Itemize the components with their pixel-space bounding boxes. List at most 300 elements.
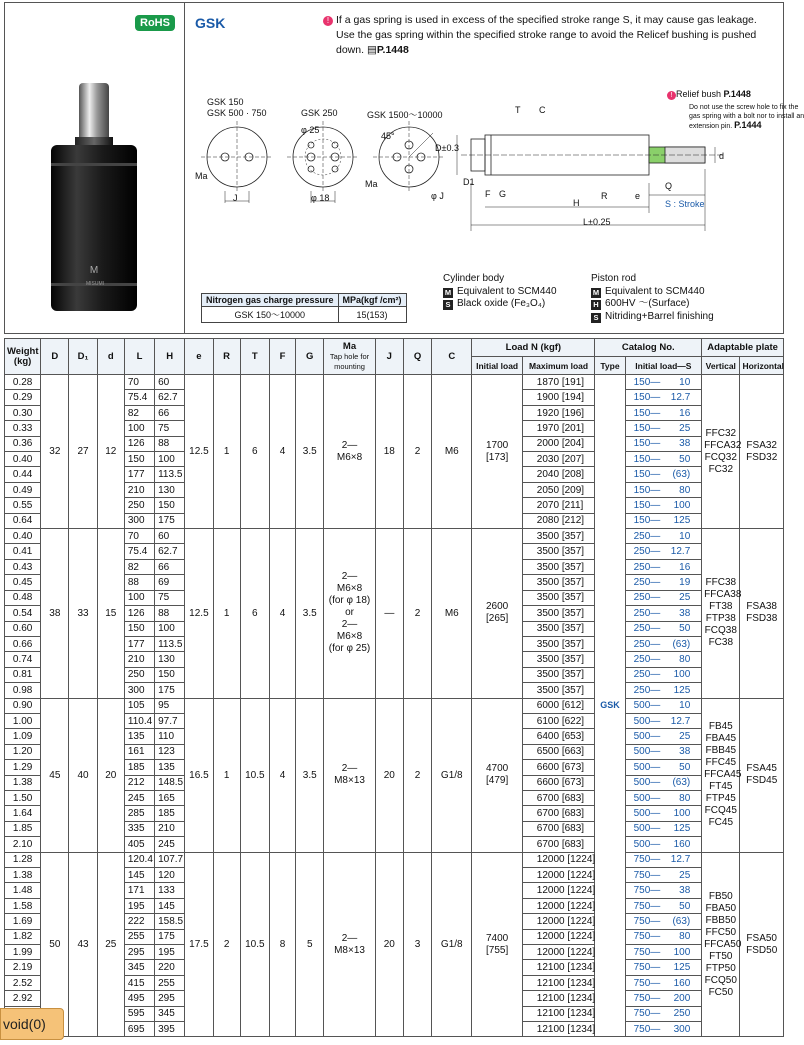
cell-C: G1/8 bbox=[432, 698, 472, 852]
cell-H: 88 bbox=[155, 436, 185, 451]
table-row bbox=[5, 529, 784, 544]
cell-max-load bbox=[522, 575, 595, 590]
cell-L: 695 bbox=[124, 1022, 154, 1037]
cell-weight: 0.40 bbox=[5, 452, 41, 467]
cell-Q: 2 bbox=[403, 698, 431, 852]
catalog-prefix: 750— bbox=[633, 900, 661, 912]
cell-weight: 1.99 bbox=[5, 945, 41, 960]
max-load-n: 3500 bbox=[536, 638, 560, 650]
cell-weight: 0.81 bbox=[5, 667, 41, 682]
cell-H: 62.7 bbox=[155, 544, 185, 559]
cell-max-load bbox=[522, 513, 595, 528]
cell-H: 113.5 bbox=[155, 636, 185, 651]
catalog-prefix: 750— bbox=[633, 962, 661, 974]
catalog-stroke: 12.7 bbox=[670, 392, 691, 404]
cell-vertical-plate-line: FFCA50 bbox=[704, 938, 742, 950]
catalog-prefix: 250— bbox=[633, 684, 661, 696]
catalog-stroke: 125 bbox=[673, 684, 691, 696]
cell-catalog-no[interactable] bbox=[625, 821, 702, 836]
max-load-kgf: [357] bbox=[561, 576, 585, 588]
catalog-stroke: 12.7 bbox=[670, 546, 691, 558]
cell-L: 161 bbox=[124, 744, 154, 759]
cell-H: 175 bbox=[155, 929, 185, 944]
col-initial-s: Initial load—S bbox=[625, 357, 702, 375]
cell-catalog-no[interactable] bbox=[625, 775, 702, 790]
relief-ref: P.1448 bbox=[723, 89, 751, 99]
cell-weight: 1.85 bbox=[5, 821, 41, 836]
cell-catalog-no[interactable] bbox=[625, 590, 702, 605]
cell-weight: 1.09 bbox=[5, 729, 41, 744]
cell-catalog-no[interactable] bbox=[625, 575, 702, 590]
cell-L: 335 bbox=[124, 821, 154, 836]
col-R: R bbox=[213, 339, 240, 375]
cell-catalog-no[interactable] bbox=[625, 544, 702, 559]
cell-L: 255 bbox=[124, 929, 154, 944]
cell-L: 345 bbox=[124, 960, 154, 975]
col-load: Load N (kgf) bbox=[472, 339, 595, 357]
cell-weight: 0.74 bbox=[5, 652, 41, 667]
cell-ma-line: 2— bbox=[341, 763, 358, 775]
cell-L: 185 bbox=[124, 760, 154, 775]
col-e: e bbox=[185, 339, 213, 375]
col-catalog: Catalog No. bbox=[595, 339, 702, 357]
col-weight: Weight (kg) bbox=[5, 339, 41, 375]
cell-L: 100 bbox=[124, 421, 154, 436]
cell-weight: 2.10 bbox=[5, 837, 41, 852]
product-photo-column bbox=[5, 3, 185, 333]
cell-initial-load-line: [479] bbox=[485, 775, 509, 787]
cell-ma-line: 2— bbox=[341, 439, 358, 451]
max-load-n: 12000 bbox=[536, 869, 565, 881]
g-label: G bbox=[499, 189, 507, 199]
cell-catalog-no[interactable] bbox=[625, 991, 702, 1006]
cell-R: 1 bbox=[213, 529, 240, 698]
col-T: T bbox=[240, 339, 269, 375]
max-load-n: 6700 bbox=[536, 823, 560, 835]
cell-catalog-no[interactable] bbox=[625, 436, 702, 451]
max-load-n: 3500 bbox=[536, 592, 560, 604]
max-load-kgf: [612] bbox=[561, 700, 585, 712]
cell-G: 5 bbox=[296, 852, 324, 1037]
catalog-prefix: 500— bbox=[633, 700, 661, 712]
cell-L: 110.4 bbox=[124, 713, 154, 728]
catalog-prefix: 750— bbox=[633, 915, 661, 927]
cell-catalog-no[interactable] bbox=[625, 852, 702, 867]
cell-max-load bbox=[522, 960, 595, 975]
charge-header-2: MPa(kgf /cm²) bbox=[338, 294, 406, 307]
catalog-stroke: 12.7 bbox=[670, 854, 691, 866]
cell-catalog-no[interactable] bbox=[625, 683, 702, 698]
cell-J: 20 bbox=[375, 852, 403, 1037]
cell-G: 3.5 bbox=[296, 698, 324, 852]
cell-catalog-no[interactable] bbox=[625, 482, 702, 497]
cell-catalog-no[interactable] bbox=[625, 529, 702, 544]
warning-icon: ! bbox=[323, 16, 333, 26]
j-label: J bbox=[233, 193, 238, 203]
max-load-n: 12100 bbox=[536, 977, 565, 989]
cyl-title: Cylinder body bbox=[443, 273, 505, 284]
screw-note bbox=[689, 103, 804, 131]
cell-D: 32 bbox=[41, 375, 69, 529]
catalog-prefix: 250— bbox=[633, 546, 661, 558]
cell-F: 8 bbox=[269, 852, 295, 1037]
cell-vertical-plate-line: FCQ38 bbox=[704, 625, 737, 637]
cell-catalog-no[interactable] bbox=[625, 652, 702, 667]
max-load-n: 6700 bbox=[536, 838, 560, 850]
r-label: R bbox=[601, 191, 608, 201]
max-load-n: 1870 bbox=[536, 376, 560, 388]
max-load-kgf: [663] bbox=[561, 746, 585, 758]
catalog-stroke: 50 bbox=[679, 761, 691, 773]
cell-H: 97.7 bbox=[155, 713, 185, 728]
max-load-n: 12000 bbox=[536, 946, 565, 958]
max-load-kgf: [1224] bbox=[567, 854, 596, 866]
phi25-label: φ 25 bbox=[301, 125, 320, 135]
max-load-n: 6100 bbox=[536, 715, 560, 727]
cell-max-load bbox=[522, 790, 595, 805]
cell-H: 110 bbox=[155, 729, 185, 744]
max-load-n: 1900 bbox=[536, 392, 560, 404]
catalog-stroke: 80 bbox=[679, 654, 691, 666]
cell-vertical-plate-line: FCQ32 bbox=[704, 451, 737, 463]
cell-L: 70 bbox=[124, 375, 154, 390]
cell-max-load bbox=[522, 683, 595, 698]
gas-spring-photo bbox=[51, 83, 137, 311]
cell-horizontal-plate-line: FSA32 bbox=[746, 439, 777, 451]
cell-weight: 0.66 bbox=[5, 636, 41, 651]
cell-catalog-no[interactable] bbox=[625, 945, 702, 960]
view3-label: GSK 1500〜10000 bbox=[367, 110, 443, 120]
cell-weight: 1.38 bbox=[5, 868, 41, 883]
cell-catalog-no[interactable] bbox=[625, 636, 702, 651]
cell-catalog-no[interactable] bbox=[625, 760, 702, 775]
catalog-stroke: 25 bbox=[679, 422, 691, 434]
cell-weight: 1.20 bbox=[5, 744, 41, 759]
max-load-n: 12100 bbox=[536, 1023, 565, 1035]
cell-R: 2 bbox=[213, 852, 240, 1037]
cell-max-load bbox=[522, 590, 595, 605]
catalog-stroke: 38 bbox=[679, 438, 691, 450]
cell-ma-line: 2— bbox=[341, 932, 358, 944]
cell-catalog-no[interactable] bbox=[625, 975, 702, 990]
max-load-kgf: [357] bbox=[561, 561, 585, 573]
cell-catalog-no[interactable] bbox=[625, 698, 702, 713]
cell-catalog-no[interactable] bbox=[625, 883, 702, 898]
catalog-stroke: 300 bbox=[673, 1023, 691, 1035]
cell-L: 82 bbox=[124, 559, 154, 574]
catalog-stroke: 80 bbox=[679, 792, 691, 804]
cell-catalog-no[interactable] bbox=[625, 405, 702, 420]
cell-vertical-plate bbox=[702, 852, 740, 1037]
catalog-stroke: 38 bbox=[679, 607, 691, 619]
cell-L: 145 bbox=[124, 868, 154, 883]
catalog-stroke: 38 bbox=[679, 885, 691, 897]
cell-max-load bbox=[522, 945, 595, 960]
catalog-prefix: 150— bbox=[633, 499, 661, 511]
cell-initial-load-line: [265] bbox=[485, 613, 509, 625]
screw-note-3: extension pin. bbox=[689, 123, 733, 130]
max-load-kgf: [1234] bbox=[567, 992, 596, 1004]
cell-weight: 0.30 bbox=[5, 405, 41, 420]
cell-max-load bbox=[522, 452, 595, 467]
max-load-kgf: [1224] bbox=[567, 915, 596, 927]
warning-line-2: Use the gas spring within the specified stroke range to avoid the Relicef bushing is pushed down. bbox=[336, 29, 757, 56]
cell-initial-load bbox=[472, 698, 522, 852]
cell-vertical-plate-line: FBB45 bbox=[705, 745, 737, 757]
view1-label-1: GSK 150 bbox=[207, 97, 244, 107]
max-load-kgf: [683] bbox=[561, 808, 585, 820]
cell-L: 70 bbox=[124, 529, 154, 544]
cell-max-load bbox=[522, 498, 595, 513]
cell-C: G1/8 bbox=[432, 852, 472, 1037]
max-load-n: 6700 bbox=[536, 792, 560, 804]
col-D: D bbox=[41, 339, 69, 375]
relief-note: ! Relief bush P.1448 bbox=[667, 89, 751, 100]
cell-max-load bbox=[522, 1006, 595, 1021]
cell-weight: 0.90 bbox=[5, 698, 41, 713]
cell-initial-load-line: [755] bbox=[485, 944, 509, 956]
cell-ma-line: 2— bbox=[341, 571, 358, 583]
max-load-n: 6400 bbox=[536, 731, 560, 743]
cell-L: 105 bbox=[124, 698, 154, 713]
cell-vertical-plate-line: FTP38 bbox=[705, 613, 736, 625]
cell-L: 250 bbox=[124, 667, 154, 682]
q-label: Q bbox=[665, 181, 673, 191]
cyl-surface: Black oxide (Fe₃O₄) bbox=[457, 298, 546, 309]
cell-D1: 40 bbox=[69, 698, 97, 852]
max-load-kgf: [357] bbox=[561, 623, 585, 635]
cell-initial-load-line: 4700 bbox=[485, 763, 509, 775]
cell-H: 133 bbox=[155, 883, 185, 898]
cell-weight: 1.28 bbox=[5, 852, 41, 867]
cell-weight: 1.50 bbox=[5, 790, 41, 805]
cell-catalog-no[interactable] bbox=[625, 375, 702, 390]
screw-note-1: Do not use the screw hole to fix the bbox=[689, 104, 799, 111]
cell-H: 255 bbox=[155, 975, 185, 990]
cell-ma bbox=[324, 375, 375, 529]
cell-L: 245 bbox=[124, 790, 154, 805]
cell-L: 250 bbox=[124, 498, 154, 513]
cell-L: 222 bbox=[124, 914, 154, 929]
cell-catalog-no[interactable] bbox=[625, 729, 702, 744]
cell-weight: 0.36 bbox=[5, 436, 41, 451]
cell-horizontal-plate-line: FSD38 bbox=[746, 613, 778, 625]
catalog-stroke: 16 bbox=[679, 407, 691, 419]
cell-catalog-no[interactable] bbox=[625, 898, 702, 913]
max-load-kgf: [1234] bbox=[567, 977, 596, 989]
cell-vertical-plate-line: FFC50 bbox=[705, 926, 737, 938]
col-Q: Q bbox=[403, 339, 431, 375]
cell-catalog-no[interactable] bbox=[625, 621, 702, 636]
cell-L: 195 bbox=[124, 898, 154, 913]
charge-value: 15(153) bbox=[338, 307, 406, 323]
cell-weight: 0.55 bbox=[5, 498, 41, 513]
cell-max-load bbox=[522, 544, 595, 559]
cell-weight: 2.19 bbox=[5, 960, 41, 975]
void-link-overlay[interactable]: void(0) bbox=[0, 1008, 64, 1040]
e-label: e bbox=[635, 191, 641, 201]
cell-catalog-no[interactable] bbox=[625, 790, 702, 805]
max-load-n: 12100 bbox=[536, 1008, 565, 1020]
relief-label: Relief bush bbox=[676, 89, 722, 99]
cell-H: 145 bbox=[155, 898, 185, 913]
catalog-prefix: 250— bbox=[633, 592, 661, 604]
col-D1: D₁ bbox=[69, 339, 97, 375]
cell-catalog-no[interactable] bbox=[625, 421, 702, 436]
catalog-stroke: 80 bbox=[679, 931, 691, 943]
cell-catalog-no[interactable] bbox=[625, 1022, 702, 1037]
phij-label: φ J bbox=[431, 191, 444, 201]
catalog-prefix: 250— bbox=[633, 638, 661, 650]
max-load-n: 2000 bbox=[536, 438, 560, 450]
cell-H: 60 bbox=[155, 529, 185, 544]
cell-initial-load bbox=[472, 852, 522, 1037]
cell-max-load bbox=[522, 775, 595, 790]
catalog-stroke: 25 bbox=[679, 592, 691, 604]
max-load-kgf: [1234] bbox=[567, 962, 596, 974]
cyl-material: Equivalent to SCM440 bbox=[457, 285, 557, 297]
cell-weight: 1.29 bbox=[5, 760, 41, 775]
cell-catalog-no[interactable] bbox=[625, 467, 702, 482]
max-load-kgf: [1224] bbox=[567, 946, 596, 958]
cell-d: 20 bbox=[97, 698, 124, 852]
cell-weight: 0.48 bbox=[5, 590, 41, 605]
ma-label-2: Ma bbox=[365, 179, 378, 189]
cell-catalog-no[interactable] bbox=[625, 914, 702, 929]
max-load-n: 2030 bbox=[536, 453, 560, 465]
cell-vertical-plate-line: FBB50 bbox=[705, 914, 737, 926]
catalog-stroke: 100 bbox=[673, 499, 691, 511]
cell-max-load bbox=[522, 806, 595, 821]
max-load-n: 12000 bbox=[536, 900, 565, 912]
catalog-stroke: (63) bbox=[672, 915, 691, 927]
cell-T: 6 bbox=[240, 529, 269, 698]
cell-weight: 0.98 bbox=[5, 683, 41, 698]
cell-vertical-plate-line: FB50 bbox=[708, 890, 733, 902]
cell-catalog-no[interactable] bbox=[625, 929, 702, 944]
col-F: F bbox=[269, 339, 295, 375]
max-load-kgf: [357] bbox=[561, 607, 585, 619]
cell-D1: 33 bbox=[69, 529, 97, 698]
rohs-badge: RoHS bbox=[135, 15, 175, 31]
catalog-stroke: 25 bbox=[679, 869, 691, 881]
cell-catalog-no[interactable] bbox=[625, 1006, 702, 1021]
max-load-n: 12000 bbox=[536, 885, 565, 897]
spec-table bbox=[4, 338, 784, 1037]
max-load-kgf: [194] bbox=[561, 392, 585, 404]
d-label: d bbox=[719, 151, 725, 161]
surface-s-icon: S bbox=[443, 300, 453, 310]
catalog-prefix: 750— bbox=[633, 1008, 661, 1020]
cell-L: 405 bbox=[124, 837, 154, 852]
cell-F: 4 bbox=[269, 698, 295, 852]
cell-catalog-no[interactable] bbox=[625, 390, 702, 405]
cell-catalog-no[interactable] bbox=[625, 960, 702, 975]
cell-J: — bbox=[375, 529, 403, 698]
cell-catalog-no[interactable] bbox=[625, 498, 702, 513]
max-load-kgf: [683] bbox=[561, 823, 585, 835]
table-row bbox=[5, 852, 784, 867]
stroke-label: S : Stroke bbox=[665, 199, 705, 209]
max-load-n: 1970 bbox=[536, 422, 560, 434]
cell-max-load bbox=[522, 467, 595, 482]
cell-max-load bbox=[522, 729, 595, 744]
catalog-stroke: 160 bbox=[673, 838, 691, 850]
catalog-stroke: 19 bbox=[679, 576, 691, 588]
cell-max-load bbox=[522, 852, 595, 867]
cell-max-load bbox=[522, 991, 595, 1006]
cell-max-load bbox=[522, 898, 595, 913]
cell-max-load bbox=[522, 975, 595, 990]
max-load-n: 2080 bbox=[536, 515, 560, 527]
cell-catalog-no[interactable] bbox=[625, 744, 702, 759]
catalog-prefix: 250— bbox=[633, 561, 661, 573]
cell-vertical-plate-line: FFCA45 bbox=[704, 769, 742, 781]
cell-weight: 0.33 bbox=[5, 421, 41, 436]
table-row bbox=[5, 375, 784, 390]
cell-catalog-no[interactable] bbox=[625, 606, 702, 621]
cell-L: 135 bbox=[124, 729, 154, 744]
cell-vertical-plate-line: FC50 bbox=[708, 986, 734, 998]
cell-weight: 0.28 bbox=[5, 375, 41, 390]
max-load-kgf: [191] bbox=[561, 376, 585, 388]
cell-max-load bbox=[522, 1022, 595, 1037]
cell-C: M6 bbox=[432, 375, 472, 529]
cell-catalog-no[interactable] bbox=[625, 713, 702, 728]
cell-max-load bbox=[522, 421, 595, 436]
cell-D1: 27 bbox=[69, 375, 97, 529]
max-load-n: 12000 bbox=[536, 915, 565, 927]
cell-vertical-plate-line: FT45 bbox=[709, 781, 733, 793]
catalog-stroke: 125 bbox=[673, 515, 691, 527]
cell-vertical-plate-line: FFCA38 bbox=[704, 589, 742, 601]
max-load-n: 6700 bbox=[536, 808, 560, 820]
cell-R: 1 bbox=[213, 375, 240, 529]
max-load-kgf: [357] bbox=[561, 654, 585, 666]
cell-H: 130 bbox=[155, 482, 185, 497]
cell-catalog-no[interactable] bbox=[625, 513, 702, 528]
max-load-kgf: [211] bbox=[561, 499, 584, 511]
cell-catalog-no[interactable] bbox=[625, 806, 702, 821]
cell-catalog-no[interactable] bbox=[625, 868, 702, 883]
cell-vertical-plate-line: FBA50 bbox=[705, 902, 737, 914]
cell-L: 150 bbox=[124, 621, 154, 636]
catalog-prefix: 750— bbox=[633, 931, 661, 943]
cell-e: 17.5 bbox=[185, 852, 213, 1037]
cell-D: 38 bbox=[41, 529, 69, 698]
cell-catalog-no[interactable] bbox=[625, 837, 702, 852]
cell-H: 66 bbox=[155, 405, 185, 420]
cell-ma-line: M6×8 bbox=[336, 451, 363, 463]
col-J: J bbox=[375, 339, 403, 375]
cell-d: 25 bbox=[97, 852, 124, 1037]
max-load-kgf: [683] bbox=[561, 792, 585, 804]
cell-weight: 2.52 bbox=[5, 975, 41, 990]
cell-max-load bbox=[522, 636, 595, 651]
rod-surface: Nitriding+Barrel finishing bbox=[605, 310, 714, 322]
cell-max-load bbox=[522, 606, 595, 621]
cell-max-load bbox=[522, 868, 595, 883]
col-ma: Ma Tap hole for mounting bbox=[324, 339, 375, 375]
cell-catalog-no[interactable] bbox=[625, 559, 702, 574]
cell-L: 415 bbox=[124, 975, 154, 990]
cell-ma-line: (for φ 18) bbox=[328, 595, 371, 607]
cell-L: 120.4 bbox=[124, 852, 154, 867]
cell-catalog-no[interactable] bbox=[625, 667, 702, 682]
cell-max-load bbox=[522, 375, 595, 390]
cell-H: 220 bbox=[155, 960, 185, 975]
cell-catalog-no[interactable] bbox=[625, 452, 702, 467]
